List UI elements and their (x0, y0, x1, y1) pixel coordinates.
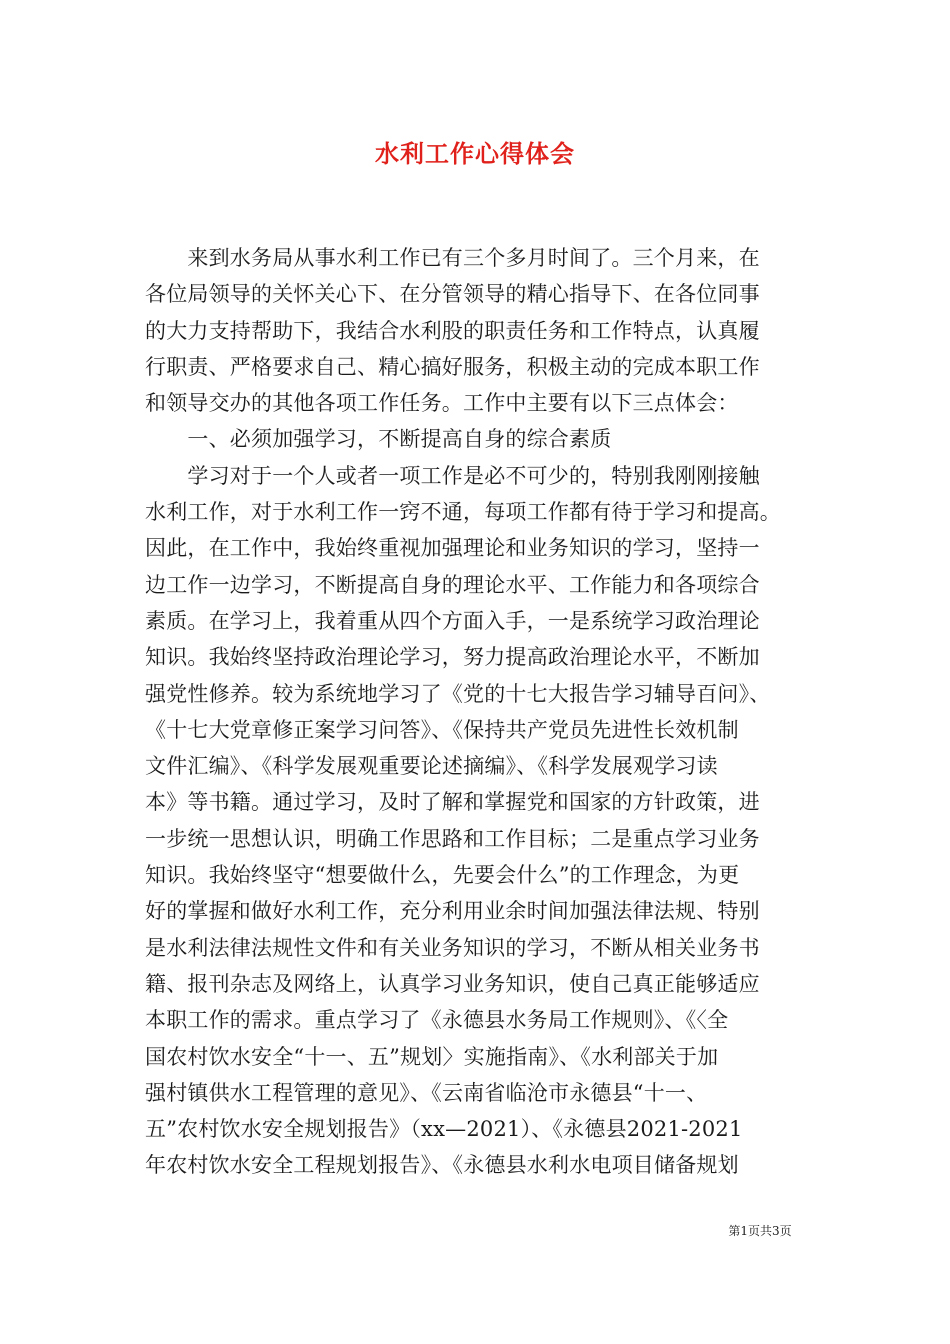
text-line: 强党性修养。较为系统地学习了《党的十七大报告学习辅导百问》、 (145, 681, 771, 706)
document-body (145, 240, 815, 1184)
document-title: 水利工作心得体会 (375, 139, 575, 168)
text-line: 知识。我始终坚守“想要做什么，先要会什么”的工作理念，为更 (145, 863, 740, 888)
text-line: 和领导交办的其他各项工作任务。工作中主要有以下三点体会： (145, 391, 739, 416)
text-line: 一、必须加强学习，不断提高自身的综合素质 (145, 427, 612, 452)
text-line: 知识。我始终坚持政治理论学习，努力提高政治理论水平，不断加 (145, 645, 760, 670)
text-line: 素质。在学习上，我着重从四个方面入手，一是系统学习政治理论 (145, 608, 760, 633)
text-line: 学习对于一个人或者一项工作是必不可少的，特别我刚刚接触 (145, 463, 760, 488)
page-footer: 第1页共3页 (728, 1224, 792, 1238)
text-line: 《十七大党章修正案学习问答》、《保持共产党员先进性长效机制 (145, 717, 739, 742)
text-line: 各位局领导的关怀关心下、在分管领导的精心指导下、在各位同事 (145, 282, 760, 307)
text-line: 好的掌握和做好水利工作，充分利用业余时间加强法律法规、特别 (145, 899, 760, 924)
text-line: 的大力支持帮助下，我结合水利股的职责任务和工作特点，认真履 (145, 318, 760, 343)
text-line: 来到水务局从事水利工作已有三个多月时间了。三个月来，在 (145, 246, 760, 270)
text-line: 是水利法律法规性文件和有关业务知识的学习，不断从相关业务书 (145, 935, 760, 960)
text-line: 本》等书籍。通过学习，及时了解和掌握党和国家的方针政策，进 (145, 790, 760, 815)
text-line: 五”农村饮水安全规划报告》（xx—2021）、《永德县2021-2021 (145, 1117, 743, 1142)
text-line: 水利工作，对于水利工作一窍不通，每项工作都有待于学习和提高。 (145, 500, 781, 525)
text-line: 因此，在工作中，我始终重视加强理论和业务知识的学习，坚持一 (145, 536, 760, 561)
text-line: 本职工作的需求。重点学习了《永德县水务局工作规则》、《〈全 (145, 1008, 729, 1033)
text-line: 国农村饮水安全“十一、五”规划〉实施指南》、《水利部关于加 (145, 1044, 719, 1069)
text-line: 强村镇供水工程管理的意见》、《云南省临沧市永德县“十一、 (145, 1080, 708, 1105)
text-line: 文件汇编》、《科学发展观重要论述摘编》、《科学发展观学习读 (145, 754, 718, 779)
text-line: 年农村饮水安全工程规划报告》、《永德县水利水电项目储备规划 (145, 1153, 739, 1178)
text-line: 行职责、严格要求自己、精心搞好服务，积极主动的完成本职工作 (145, 354, 760, 379)
text-line: 一步统一思想认识，明确工作思路和工作目标；二是重点学习业务 (145, 826, 760, 851)
text-line: 籍、报刊杂志及网络上，认真学习业务知识，使自己真正能够适应 (145, 971, 760, 996)
text-line: 边工作一边学习，不断提高自身的理论水平、工作能力和各项综合 (145, 572, 760, 597)
